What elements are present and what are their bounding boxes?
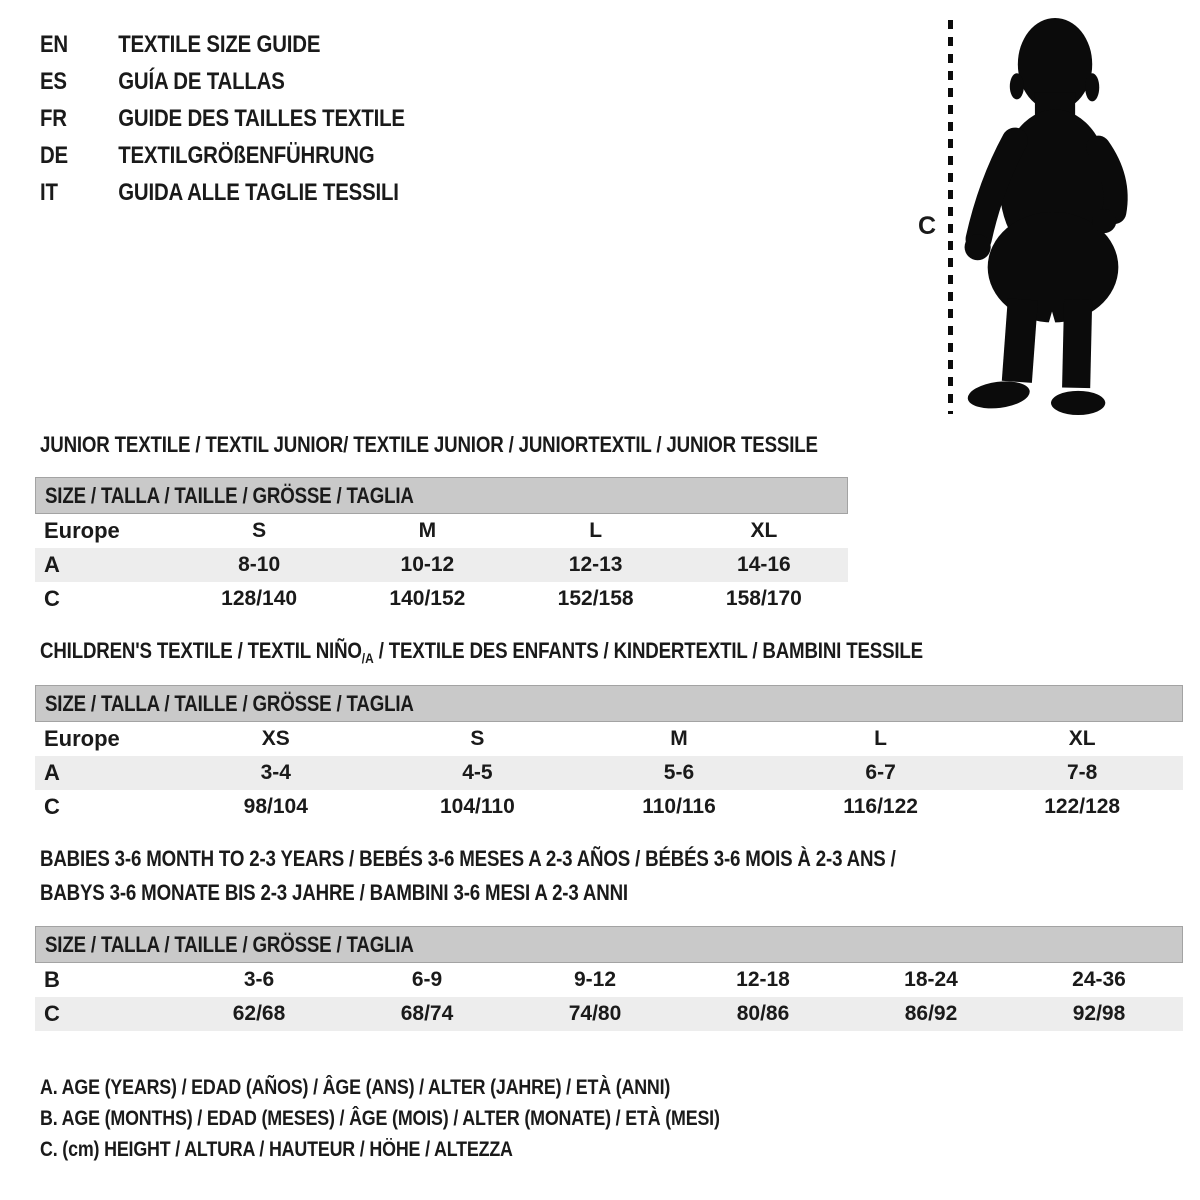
table-row-height-cm [35,997,1183,1031]
age-cell: 4-5 [462,761,493,784]
size-cell: L [874,727,887,750]
height-cell: 98/104 [243,795,308,818]
size-cell: XL [750,519,778,542]
age-cell: 5-6 [663,761,695,784]
size-cell: M [670,727,688,750]
language-title-list [40,26,469,211]
junior-section-heading: JUNIOR TEXTILE / TEXTIL JUNIOR/ TEXTILE JUNIOR / JUNIORTEXTIL / JUNIOR TESSILE [40,432,818,457]
row-label: B [44,967,60,992]
guide-title-es: GUÍA DE TALLAS [118,68,285,95]
age-cell: 3-4 [260,761,291,784]
table-header-size: SIZE / TALLA / TAILLE / GRÖSSE / TAGLIA [35,926,1183,963]
row-label: A [44,760,60,785]
row-label: Europe [44,726,120,751]
legend-line-a: A. AGE (YEARS) / EDAD (AÑOS) / ÂGE (ANS) / ALTER (JAHRE) / ETÀ (ANNI) [40,1076,671,1099]
size-cell: L [589,519,603,542]
height-cell: 158/170 [725,587,802,610]
height-measure-label: C [918,212,937,240]
height-cell: 116/122 [843,795,918,818]
language-code: ES [40,68,67,95]
age-cell: 7-8 [1066,761,1098,784]
size-cell: XL [1068,727,1096,750]
table-row-height-cm [35,790,1183,824]
height-cell: 80/86 [736,1002,790,1025]
toddler-silhouette-icon [964,14,1136,416]
language-code: IT [40,179,58,206]
height-cell: 86/92 [904,1002,958,1025]
language-row-en [40,26,469,63]
language-row-fr [40,100,469,137]
age-cell: 9-12 [573,968,617,991]
age-cell: 24-36 [1072,968,1126,991]
nino-a-subscript: /A [361,650,374,666]
age-cell: 18-24 [904,968,958,991]
age-cell: 3-6 [243,968,275,991]
legend-line-c: C. (cm) HEIGHT / ALTURA / HAUTEUR / HÖHE / ALTEZZA [40,1138,513,1161]
size-cell: S [252,519,267,542]
babies-size-table [35,926,1183,1031]
row-label: Europe [44,518,120,543]
age-cell: 8-10 [238,553,281,576]
table-row-europe [35,722,1183,756]
height-cell: 104/110 [440,795,515,818]
table-row-age-years [35,548,848,582]
measurement-legend [40,1072,840,1165]
size-cell: M [418,519,437,542]
row-label: C [44,586,60,611]
table-row-height-cm [35,582,848,616]
age-cell: 12-13 [568,553,623,576]
height-cell: 152/158 [557,587,634,610]
guide-title-de: TEXTILGRÖßENFÜHRUNG [118,142,375,169]
junior-size-table [35,477,848,616]
language-code: DE [40,142,69,169]
age-cell: 10-12 [400,553,455,576]
row-label: A [44,552,60,577]
guide-title-fr: GUIDE DES TAILLES TEXTILE [118,105,405,132]
height-cell: 68/74 [400,1002,454,1025]
table-row-age-months [35,963,1183,997]
babies-section-heading-line2: BABYS 3-6 MONATE BIS 2-3 JAHRE / BAMBINI 3-6 MESI A 2-3 ANNI [40,880,628,905]
language-row-de [40,137,469,174]
size-cell: XS [261,727,290,750]
guide-title-it: GUIDA ALLE TAGLIE TESSILI [118,179,399,206]
language-code: EN [40,31,69,58]
language-row-it [40,174,469,211]
height-cell: 140/152 [389,587,466,610]
row-label: C [44,794,60,819]
language-row-es [40,63,469,100]
age-cell: 6-9 [411,968,443,991]
guide-title-en: TEXTILE SIZE GUIDE [118,31,321,58]
height-cell: 62/68 [232,1002,286,1025]
table-header-size: SIZE / TALLA / TAILLE / GRÖSSE / TAGLIA [35,685,1183,722]
height-cell: 92/98 [1072,1002,1126,1025]
row-label: C [44,1001,60,1026]
height-dashed-line [948,20,953,414]
age-cell: 12-18 [736,968,790,991]
height-cell: 74/80 [568,1002,622,1025]
age-cell: 14-16 [737,553,791,576]
legend-line-b: B. AGE (MONTHS) / EDAD (MESES) / ÂGE (MOIS) / ALTER (MONATE) / ETÀ (MESI) [40,1107,720,1130]
children-section-heading: CHILDREN'S TEXTILE / TEXTIL $NIÑO_{/A}$ / TEXTILE DES ENFANTS / KINDERTEXTIL / BAMBINI TESSILE [40,638,923,666]
size-cell: S [470,727,485,750]
table-row-age-years [35,756,1183,790]
table-row-europe [35,514,848,548]
language-code: FR [40,105,67,132]
height-cell: 110/116 [642,795,716,818]
babies-section-heading-line1: BABIES 3-6 MONTH TO 2-3 YEARS / BEBÉS 3-6 MESES A 2-3 AÑOS / BÉBÉS 3-6 MOIS À 2-3 ANS / [40,846,896,871]
children-size-table [35,685,1183,824]
height-cell: 122/128 [1044,795,1121,818]
age-cell: 6-7 [865,761,896,784]
height-cell: 128/140 [221,587,298,610]
table-header-size: SIZE / TALLA / TAILLE / GRÖSSE / TAGLIA [35,477,848,514]
